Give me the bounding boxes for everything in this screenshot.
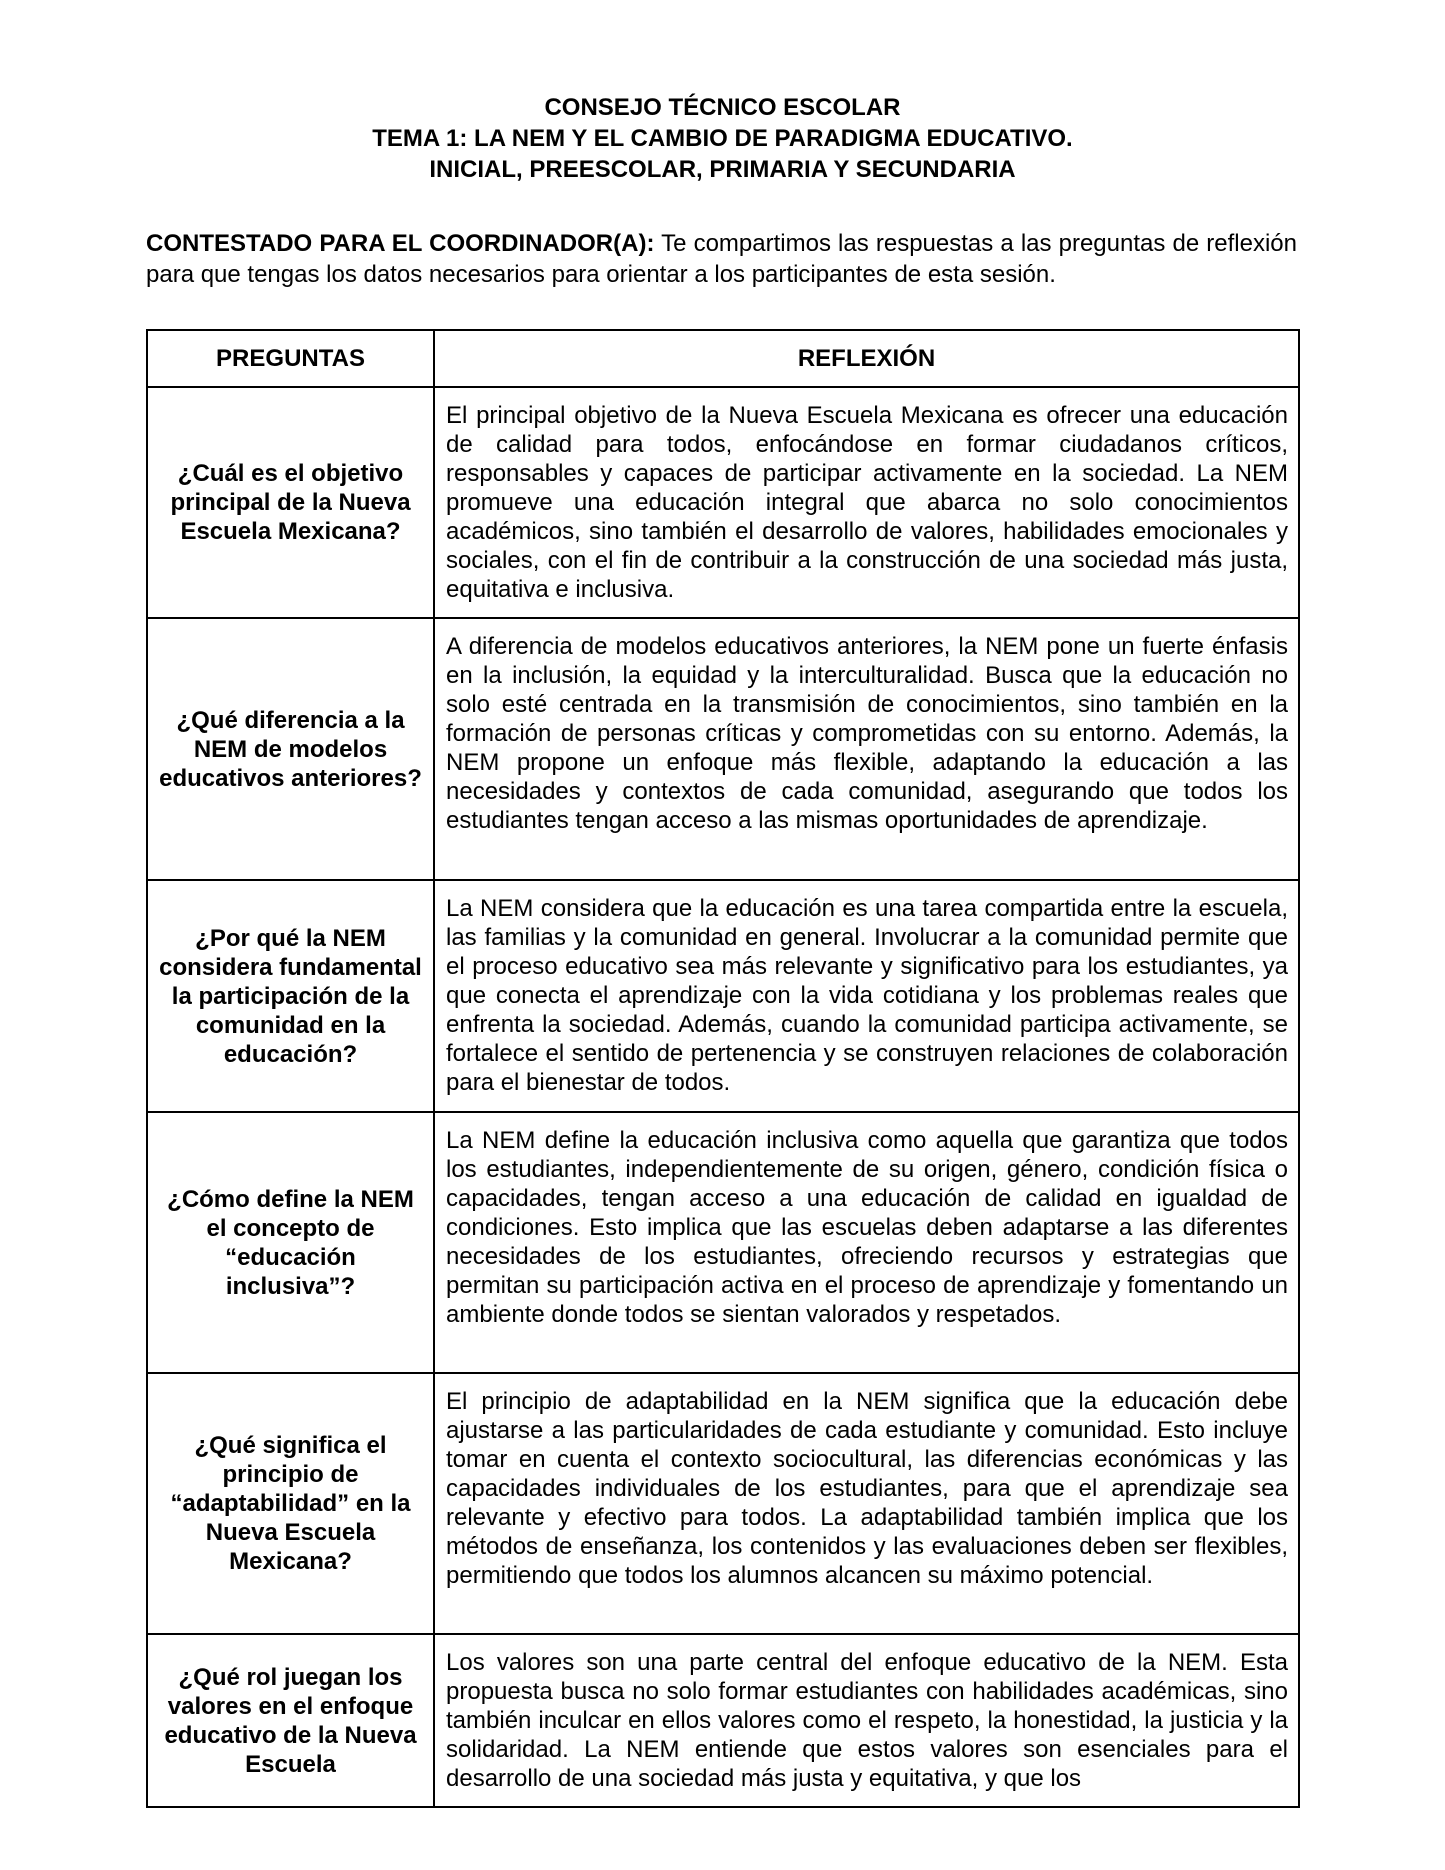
answer-cell [434, 618, 1299, 880]
table-header-row [147, 330, 1299, 387]
table-row [147, 1634, 1299, 1807]
table-row [147, 618, 1299, 880]
intro-text: Te compartimos las respuestas a las preguntas de reflexión para que tengas los datos necesarios para orientar a los participantes de esta sesión. [146, 230, 1297, 288]
intro-paragraph [146, 228, 1297, 290]
question-cell: ¿Por qué la NEM considera fundamental la participación de la comunidad en la educación? [147, 880, 434, 1112]
answer-cell [434, 1373, 1299, 1634]
document-header [0, 92, 1445, 185]
intro-label: CONTESTADO PARA EL COORDINADOR(A): [146, 230, 655, 257]
table-row [147, 1112, 1299, 1373]
table-row [147, 387, 1299, 618]
answer-text: La NEM define la educación inclusiva como aquella que garantiza que todos los estudiantes, independientemente de su origen, género, condición física o capacidades, tengan acceso a una educación de calidad en igualdad de condiciones. Esto implica que las escuelas deben adaptarse a las diferentes necesidades de los estudiantes, ofreciendo recursos y estrategias que permitan su participación activa en el proceso de aprendizaje y fomentando un ambiente donde todos se sientan valorados y respetados. [446, 1127, 1288, 1328]
column-header-questions: PREGUNTAS [147, 330, 434, 387]
question-cell: ¿Cómo define la NEM el concepto de “educación inclusiva”? [147, 1112, 434, 1373]
answer-text: El principal objetivo de la Nueva Escuela Mexicana es ofrecer una educación de calidad para todos, enfocándose en formar ciudadanos críticos, responsables y capaces de participar activamente en la sociedad. La NEM promueve una educación integral que abarca no solo conocimientos académicos, sino también el desarrollo de valores, habilidades emocionales y sociales, con el fin de contribuir a la construcción de una sociedad más justa, equitativa e inclusiva. [446, 402, 1288, 603]
answer-text: A diferencia de modelos educativos anteriores, la NEM pone un fuerte énfasis en la inclusión, la equidad y la interculturalidad. Busca que la educación no solo esté centrada en la transmisión de conocimientos, sino también en la formación de personas críticas y comprometidas con su entorno. Además, la NEM propone un enfoque más flexible, adaptando la educación a las necesidades y contextos de cada comunidad, asegurando que todos los estudiantes tengan acceso a las mismas oportunidades de aprendizaje. [446, 633, 1288, 834]
title-levels: INICIAL, PREESCOLAR, PRIMARIA Y SECUNDARIA [429, 156, 1016, 183]
title-topic: TEMA 1: LA NEM Y EL CAMBIO DE PARADIGMA EDUCATIVO. [372, 125, 1073, 152]
answer-text: La NEM considera que la educación es una tarea compartida entre la escuela, las familias y la comunidad en general. Involucrar a la comunidad permite que el proceso educativo sea más relevante y significativo para los estudiantes, ya que conecta el aprendizaje con la vida cotidiana y los problemas reales que enfrenta la sociedad. Además, cuando la comunidad participa activamente, se fortalece el sentido de pertenencia y se construyen relaciones de colaboración para el bienestar de todos. [446, 895, 1288, 1096]
answer-cell [434, 1112, 1299, 1373]
questions-table [146, 329, 1300, 1808]
answer-cell [434, 387, 1299, 618]
table-row [147, 1373, 1299, 1634]
answer-text: Los valores son una parte central del enfoque educativo de la NEM. Esta propuesta busca no solo formar estudiantes con habilidades académicas, sino también inculcar en ellos valores como el respeto, la honestidad, la justicia y la solidaridad. La NEM entiende que estos valores son esenciales para el desarrollo de una sociedad más justa y equitativa, y que los [446, 1649, 1288, 1792]
question-cell: ¿Cuál es el objetivo principal de la Nueva Escuela Mexicana? [147, 387, 434, 618]
question-cell: ¿Qué diferencia a la NEM de modelos educativos anteriores? [147, 618, 434, 880]
title-council: CONSEJO TÉCNICO ESCOLAR [544, 94, 901, 121]
column-header-reflection: REFLEXIÓN [434, 330, 1299, 387]
table-row [147, 880, 1299, 1112]
answer-cell [434, 1634, 1299, 1807]
answer-cell [434, 880, 1299, 1112]
question-cell: ¿Qué significa el principio de “adaptabilidad” en la Nueva Escuela Mexicana? [147, 1373, 434, 1634]
answer-text: El principio de adaptabilidad en la NEM significa que la educación debe ajustarse a las particularidades de cada estudiante y comunidad. Esto incluye tomar en cuenta el contexto sociocultural, las diferencias económicas y las capacidades individuales de los estudiantes, para que el aprendizaje sea relevante y efectivo para todos. La adaptabilidad también implica que los métodos de enseñanza, los contenidos y las evaluaciones deben ser flexibles, permitiendo que todos los alumnos alcancen su máximo potencial. [446, 1388, 1288, 1589]
question-cell: ¿Qué rol juegan los valores en el enfoque educativo de la Nueva Escuela [147, 1634, 434, 1807]
